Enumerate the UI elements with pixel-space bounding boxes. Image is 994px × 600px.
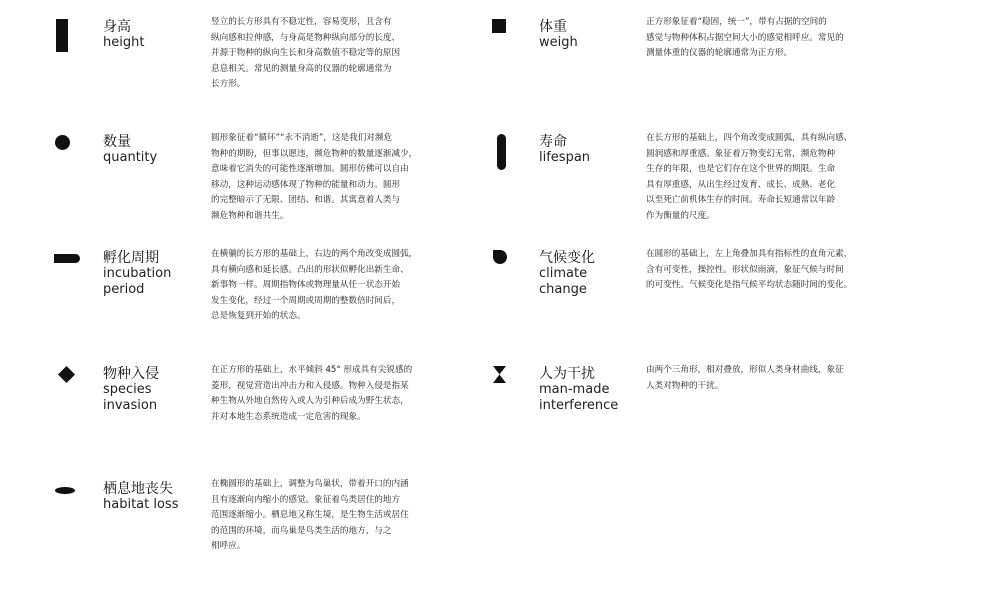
entry-title (103, 366, 159, 413)
circle-icon (55, 135, 70, 150)
title-zh: 寿命 (539, 134, 567, 150)
title-en: period (103, 281, 145, 297)
entry-title (539, 250, 595, 297)
title-en: weigh (539, 35, 578, 50)
title-zh: 数量 (103, 134, 131, 150)
entry-description: 竖立的长方形具有不稳定性，容易变形，且含有 纵向感和拉伸感，与身高是物种纵向部分的长度、 并源于物种的纵向生长和身高数值不稳定等的原因 息息相关。常见的测量身高的仪器的轮廓通常为 长方形。 (211, 17, 401, 89)
entry-description: 由两个三角形，相对叠放，形似人类身材曲线，象征 人类对物种的干扰。 (646, 365, 844, 391)
title-en: species (103, 382, 152, 397)
title-en: habitat loss (103, 497, 179, 512)
title-zh: 人为干扰 (539, 366, 595, 382)
rounded-vertical-bar-icon (497, 134, 506, 170)
entry-title (103, 19, 144, 51)
entry-description: 在横躺的长方形的基础上，右边的两个角改变成圆弧， 具有横向感和延长感。凸出的形状似孵化出新生命、 新事物一样。周期指物体或物理量从任一状态开始 发生变化，经过一个周期或周期的整数倍时间后， 总是恢复到开始的状态。 (211, 249, 418, 321)
title-zh: 孵化周期 (103, 250, 159, 266)
square-icon (492, 19, 506, 33)
title-en: man-made (539, 382, 610, 397)
entry-title (539, 366, 618, 413)
title-en: incubation (103, 266, 172, 281)
entry-title (539, 19, 578, 51)
title-zh: 栖息地丧失 (103, 481, 173, 497)
title-en: invasion (103, 397, 158, 413)
entry-description: 正方形象征着“稳固，统一”，带有占据的空间的 感觉与物种体积占据空间大小的感觉相呼应。常见的 测量体重的仪器的轮廓通常为正方形。 (646, 17, 844, 58)
diamond-icon (58, 366, 75, 383)
entry-description: 圆形象征着“循环”“永不消逝”，这是我们对濒危 物种的期盼，但事以愿违，濒危物种的数量逐渐减少， 意味着它消失的可能性逐渐增加。圆形仿佛可以自由 移动，这种运动感体现了物种的能量和动力。圆形 的完整暗示了无限、团结、和谐。其寓意着人类与 濒危物种和谐共生。 (211, 133, 418, 221)
title-zh: 物种入侵 (103, 366, 159, 382)
title-en: interference (539, 397, 619, 413)
entry-description: 在长方形的基础上，四个角改变成圆弧，具有纵向感、 圆润感和厚重感。象征着万物变幻无常，濒危物种 生存的年限，也是它们存在这个世界的期限。生命 具有厚重感，从出生经过发育、成长、成熟、老化 以至死亡前机体生存的时间。寿命长短通常以年龄 作为衡量的尺度。 (646, 133, 853, 221)
half-rounded-bar-icon (54, 254, 80, 263)
hourglass-icon (493, 366, 506, 383)
entry-description: 在椭圆形的基础上，调整为鸟巢状，带着开口的内涵 且有逐渐向内缩小的感觉。象征着鸟类居住的地方 范围逐渐缩小。栖息地又称生境，是生物生活或居住 的范围的环境，而鸟巢是鸟类生活的地方，与之 相呼应。 (211, 479, 409, 551)
entry-description: 在正方形的基础上，水平倾斜 45° 形成具有尖锐感的 菱形，视觉营造出冲击力和入侵感。物种入侵是指某 种生物从外地自然传入或人为引种后成为野生状态， 并对本地生态系统造成一定危害的现象。 (211, 365, 413, 422)
title-en: quantity (103, 150, 158, 165)
title-zh: 气候变化 (539, 250, 595, 266)
entry-title (103, 250, 171, 297)
entry-description: 在圆形的基础上，左上角叠加具有指标性的直角元素， 含有可变性，操控性。形状似雨滴，象征气候与时间 的可变性。气候变化是指气候平均状态随时间的变化。 (646, 249, 853, 290)
circle-with-square-corner-icon (493, 250, 507, 264)
title-zh: 身高 (103, 19, 131, 35)
title-en: lifespan (539, 150, 591, 165)
ellipse-icon (55, 487, 75, 494)
tall-rectangle-icon (56, 19, 68, 52)
entry-title (103, 481, 178, 513)
title-en: climate (539, 266, 588, 281)
entry-title (103, 134, 157, 166)
title-en: height (103, 35, 145, 50)
entry-title (539, 134, 590, 166)
title-en: change (539, 281, 587, 297)
title-zh: 体重 (539, 19, 567, 35)
